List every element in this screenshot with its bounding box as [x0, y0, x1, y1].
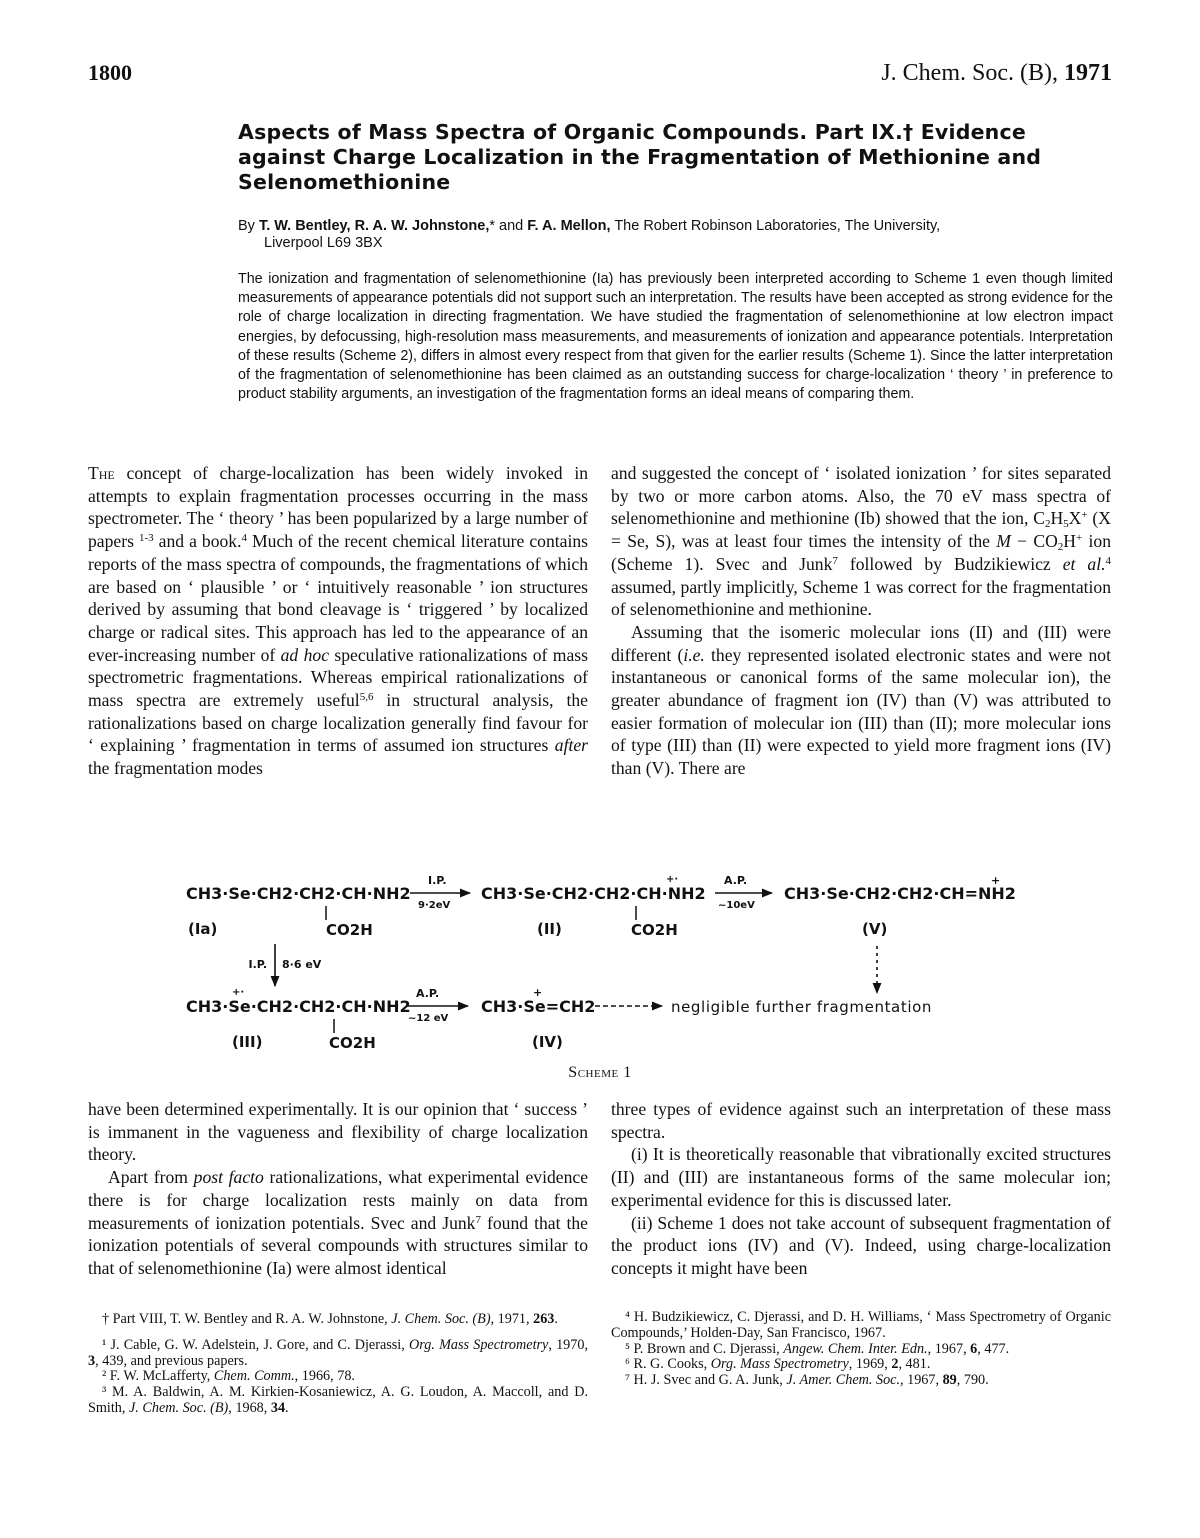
author-1: T. W. Bentley, R. A. W. Johnstone,	[258, 218, 490, 234]
author-line	[238, 218, 1114, 252]
footnote-4: ⁴ H. Budzikiewicz, C. Djerassi, and D. H. Williams, ‘ Mass Spectrometry of Organic Compounds,’ Holden-Day, San Francisco, 1967.	[611, 1309, 1111, 1341]
citation: 7	[832, 554, 838, 567]
footnote-6: ⁶ R. G. Cooks, Org. Mass Spectrometry, 1969, 2, 481.	[625, 1356, 931, 1373]
body-column-left-lower	[88, 1098, 588, 1280]
ip-value-2: 8·6 eV	[282, 958, 322, 971]
citation: 1-3	[138, 532, 154, 545]
label-ia: (Ia)	[188, 920, 218, 938]
footnote-5: ⁵ P. Brown and C. Djerassi, Angew. Chem. Inter. Edn., 1967, 6, 477.	[625, 1340, 1010, 1357]
formula-iv: CH3·Se=CH2	[481, 997, 596, 1016]
scheme-1-diagram	[180, 868, 1040, 1058]
paragraph-6: three types of evidence against such an interpretation of these mass spectra.	[611, 1099, 1111, 1142]
journal-year: 1971	[1064, 60, 1112, 86]
body-column-left-upper	[88, 462, 588, 780]
footnote-7: ⁷ H. J. Svec and G. A. Junk, J. Amer. Chem. Soc., 1967, 89, 790.	[625, 1372, 989, 1389]
carboxyl-ii: CO2H	[631, 921, 678, 939]
ip-value-1: 9·2eV	[418, 900, 451, 911]
formula-iii: CH3·Se·CH2·CH2·CH·NH2	[186, 997, 411, 1016]
ap-label-top-1: A.P.	[724, 874, 748, 887]
citation: 5,6	[359, 691, 374, 704]
label-iii: (III)	[232, 1033, 263, 1051]
footnotes-right	[611, 1310, 1111, 1389]
paragraph-7: (i) It is theoretically reasonable that vibrationally excited structures (II) and (III) are instantaneous forms of the same molecular ion; experimental evidence for this is discussed later.	[611, 1144, 1111, 1210]
body-column-right-lower	[611, 1098, 1111, 1280]
label-ii: (II)	[537, 920, 562, 938]
scheme-caption: Scheme 1	[568, 1064, 632, 1081]
label-v: (V)	[862, 920, 888, 938]
formula-ii: CH3·Se·CH2·CH2·CH·NH2	[481, 884, 706, 903]
journal-header	[881, 60, 1112, 87]
ip-label-left: I.P.	[248, 958, 267, 971]
footnote-dagger: † Part VIII, T. W. Bentley and R. A. W. Johnstone, J. Chem. Soc. (B), 1971, 263.	[102, 1311, 558, 1327]
radical-cation-ii: +·	[666, 874, 679, 885]
affiliation: The Robert Robinson Laboratories, The University,	[614, 218, 941, 234]
citation: 7	[475, 1213, 481, 1226]
label-iv: (IV)	[532, 1033, 563, 1051]
page-number: 1800	[88, 60, 132, 85]
footnote-1: ¹ J. Cable, G. W. Adelstein, J. Gore, and C. Djerassi, Org. Mass Spectrometry, 1970, 3, 439, and previous papers.	[88, 1336, 589, 1369]
further-fragmentation-note: negligible further fragmentation	[671, 998, 932, 1016]
by-label: By	[238, 218, 255, 234]
cation-v: +	[991, 874, 1001, 887]
footnote-2: ² F. W. McLafferty, Chem. Comm., 1966, 78.	[102, 1368, 355, 1385]
paragraph-2: and suggested the concept of ‘ isolated ionization ’ for sites separated by two or more carbon atoms. Also, the 70 eV mass spectra of selenomethionine and methionine (Ib) showed that the ion, $C_2H_5X^+$ (X = Se, S), was at least four times the intensity of the $M - CO_2H^+$ ion (Scheme 1). Svec and Junk$^7$ followed by Budzikiewicz et al.$^4$ assumed, partly implicitly, Scheme 1 was correct for the fragmentation of selenomethionine and methionine.	[611, 463, 1112, 620]
carboxyl-ia: CO2H	[326, 921, 373, 939]
paragraph-4: have been determined experimentally. It is our opinion that ‘ success ’ is immanent in the vagueness and flexibility of charge localization theory.	[88, 1099, 588, 1165]
body-column-right-upper	[611, 462, 1111, 780]
lead-word: The	[88, 463, 115, 483]
footnotes-left	[88, 1312, 588, 1417]
address: Liverpool L69 3BX	[264, 235, 383, 251]
ap-value-2: ~12 eV	[408, 1013, 449, 1024]
abstract: The ionization and fragmentation of selenomethionine (Ia) has previously been interpreted according to Scheme 1 even though limited measurements of appearance potentials did not support such an interpretation. The results have been accepted as strong evidence for the role of charge localization in directing fragmentation. We have studied the fragmentation of selenomethionine at low electron impact energies, by defocussing, high-resolution mass measurements, and measurements of ionization and appearance potentials. Interpretation of these results (Scheme 2), differs in almost every respect from that given for the earlier results (Scheme 1). Since the latter interpretation of the fragmentation of selenomethionine has been claimed as an outstanding success for charge-localization ‘ theory ’ in preference to product stability arguments, an investigation of the fragmentation forms an ideal means of comparing them.	[238, 271, 1113, 403]
ip-label-top: I.P.	[428, 874, 447, 887]
paragraph-5: Apart from post facto rationalizations, what experimental evidence there is for charge localization rests mainly on data from measurements of ionization potentials. Svec and Junk$^7$ found that the ionization potentials of several compounds with structures similar to that of selenomethionine (Ia) were almost identical	[88, 1167, 589, 1278]
radical-cation-iii: +·	[232, 987, 245, 998]
citation: 4	[241, 532, 248, 545]
paragraph-3: Assuming that the isomeric molecular ions (II) and (III) were different (i.e. they represented isolated electronic states and were not instantaneous or canonical forms of the same molecular ion), the greater abundance of fragment ion (IV) than (V) was attributed to easier formation of molecular ion (III) than (II); more molecular ions of type (III) than (II) were expected to yield more fragment ions (IV) than (V). There are	[611, 621, 1111, 779]
paragraph-1: The concept of charge-localization has been widely invoked in attempts to explain fragmentation processes occurring in the mass spectrometer. The ‘ theory ’ has been popularized by a large number of papers $^{1-3}$ and a book.$^4$ Much of the recent chemical literature contains reports of the mass spectra of compounds, the fragmentations of which are based on ‘ plausible ’ or ‘ intuitively reasonable ’ ion structures derived by assuming that bond cleavage is ‘ triggered ’ by localized charge or radical sites. This approach has led to the appearance of an ever-increasing number of ad hoc speculative rationalizations of mass spectrometric fragmentations. Whereas empirical rationalizations of mass spectra are extremely useful$^{5,6}$ in structural analysis, the rationalizations based on charge localization generally find favour for ‘ explaining ’ fragmentation in terms of assumed ion structures after the fragmentation modes	[88, 463, 588, 779]
formula-ia: CH3·Se·CH2·CH2·CH·NH2	[186, 884, 411, 903]
carboxyl-iii: CO2H	[329, 1034, 376, 1052]
paragraph-8: (ii) Scheme 1 does not take account of subsequent fragmentation of the product ions (IV) and (V). Indeed, using charge-localization concepts it might have been	[611, 1212, 1111, 1278]
author-mark: * and	[489, 218, 524, 234]
journal-name: J. Chem. Soc. (B),	[881, 60, 1058, 86]
footnote-3: ³ M. A. Baldwin, A. M. Kirkien-Kosaniewicz, A. G. Loudon, A. Maccoll, and D. Smith, J. Chem. Soc. (B), 1968, 34.	[88, 1384, 588, 1416]
formula-v: CH3·Se·CH2·CH2·CH=NH2	[784, 884, 1016, 903]
article-title: Aspects of Mass Spectra of Organic Compounds. Part IX.† Evidence against Charge Localization in the Fragmentation of Methionine and Selenomethionine	[238, 120, 1042, 194]
author-2: F. A. Mellon,	[527, 218, 611, 234]
cation-iv: +	[533, 986, 543, 999]
citation: 4	[1105, 554, 1112, 567]
ap-label-top-2: A.P.	[416, 987, 440, 1000]
ap-value-1: ~10eV	[718, 900, 755, 911]
